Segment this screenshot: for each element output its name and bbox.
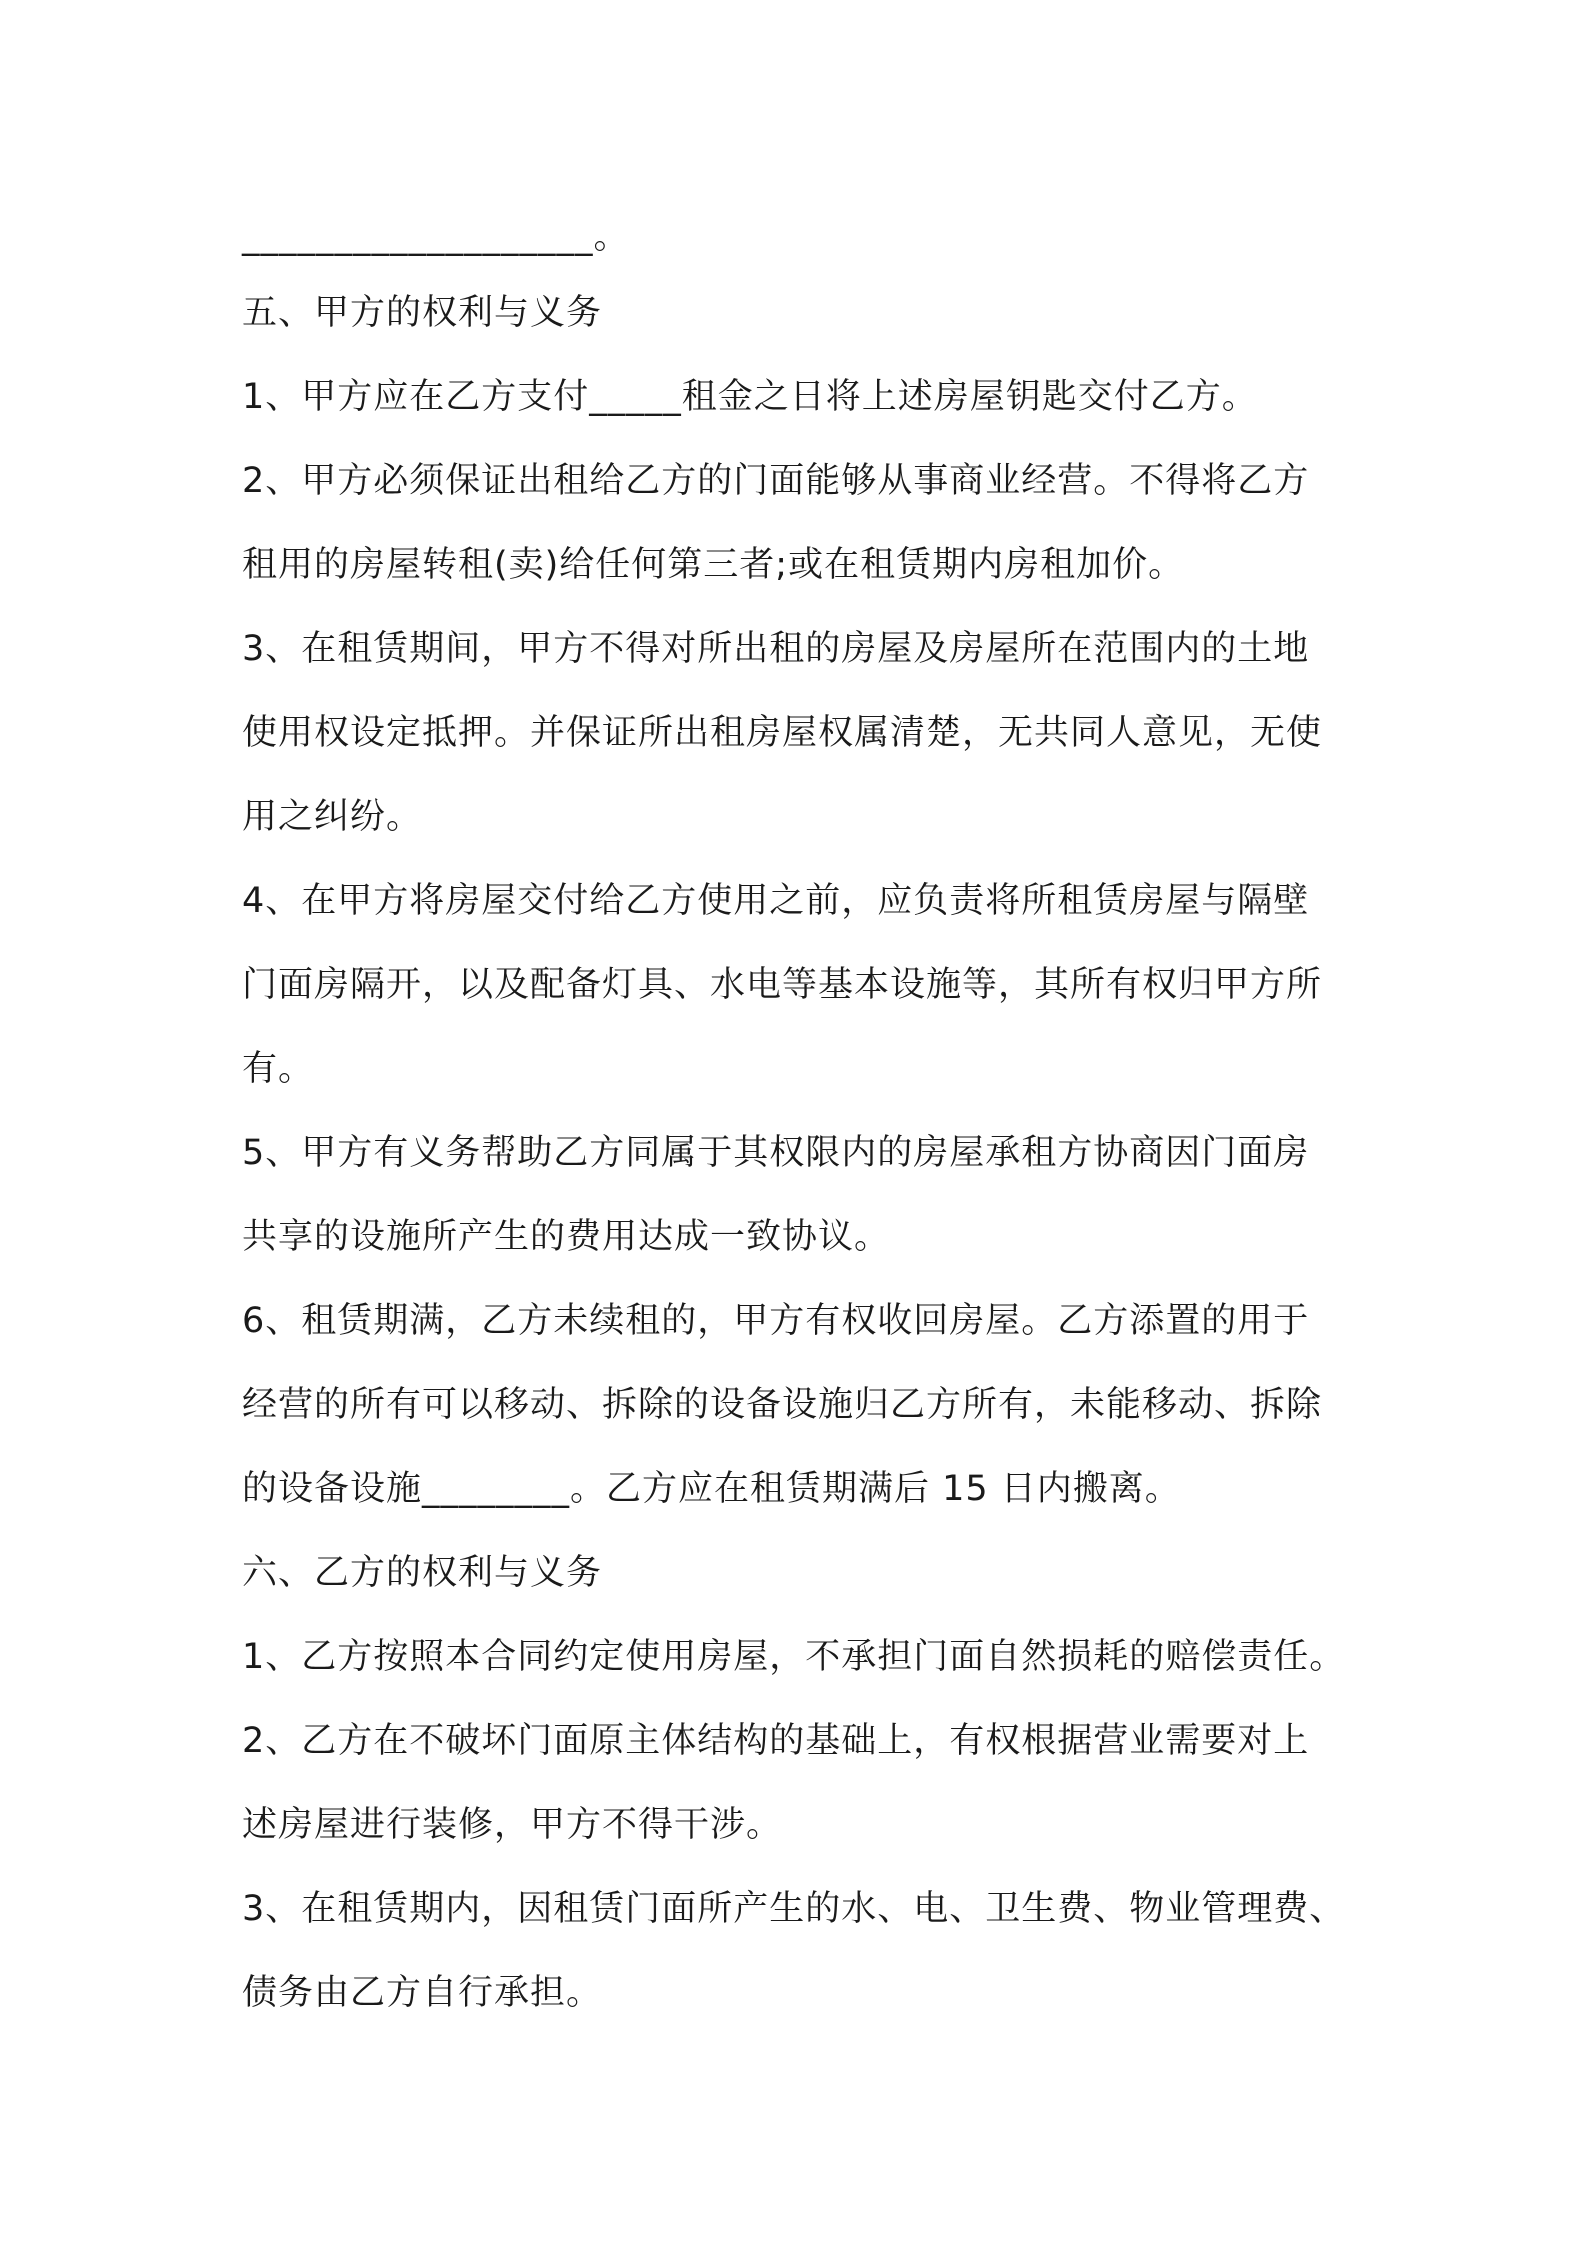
clause-a1: 1、甲方应在乙方支付_____租金之日将上述房屋钥匙交付乙方。 [242,377,1258,417]
section-heading-party-a: 五、甲方的权利与义务 [242,293,603,333]
clause-b3-line1: 3、在租赁期内，因租赁门面所产生的水、电、卫生费、物业管理费、 [242,1889,1346,1929]
blank-line: ___________________。 [242,217,630,257]
clause-a2-line2: 租用的房屋转租(卖)给任何第三者;或在租赁期内房租加价。 [242,545,1185,585]
clause-a6-line3: 的设备设施________。乙方应在租赁期满后 15 日内搬离。 [242,1469,1181,1509]
clause-a6-line1: 6、租赁期满，乙方未续租的，甲方有权收回房屋。乙方添置的用于 [242,1301,1310,1341]
clause-a4-line1: 4、在甲方将房屋交付给乙方使用之前，应负责将所租赁房屋与隔壁 [242,881,1310,921]
clause-b3-line2: 债务由乙方自行承担。 [242,1973,603,2013]
clause-b1: 1、乙方按照本合同约定使用房屋，不承担门面自然损耗的赔偿责任。 [242,1637,1346,1677]
clause-a5-line1: 5、甲方有义务帮助乙方同属于其权限内的房屋承租方协商因门面房 [242,1133,1310,1173]
clause-b2-line1: 2、乙方在不破坏门面原主体结构的基础上，有权根据营业需要对上 [242,1721,1310,1761]
clause-a4-line3: 有。 [242,1049,315,1089]
clause-a3-line2: 使用权设定抵押。并保证所出租房屋权属清楚，无共同人意见，无使 [242,713,1323,753]
clause-a4-line2: 门面房隔开，以及配备灯具、水电等基本设施等，其所有权归甲方所 [242,965,1323,1005]
clause-a2-line1: 2、甲方必须保证出租给乙方的门面能够从事商业经营。不得将乙方 [242,461,1310,501]
section-heading-party-b: 六、乙方的权利与义务 [242,1553,603,1593]
clause-a3-line3: 用之纠纷。 [242,797,423,837]
clause-a6-line2: 经营的所有可以移动、拆除的设备设施归乙方所有，未能移动、拆除 [242,1385,1323,1425]
clause-b2-line2: 述房屋进行装修，甲方不得干涉。 [242,1805,783,1845]
clause-a3-line1: 3、在租赁期间，甲方不得对所出租的房屋及房屋所在范围内的土地 [242,629,1310,669]
clause-a5-line2: 共享的设施所产生的费用达成一致协议。 [242,1217,891,1257]
